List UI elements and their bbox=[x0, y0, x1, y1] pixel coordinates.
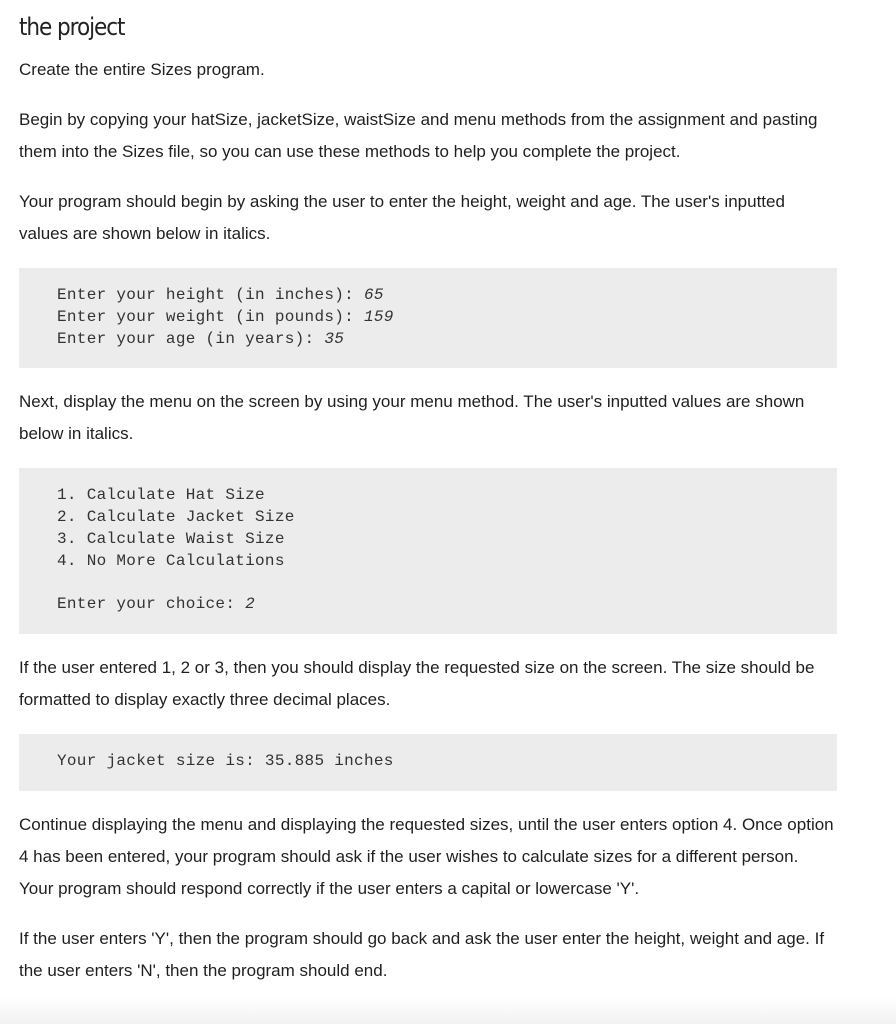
age-prompt: Enter your age (in years): bbox=[57, 329, 325, 348]
code-line-height bbox=[57, 285, 799, 307]
page-title: the project bbox=[19, 13, 125, 41]
code-line-choice bbox=[57, 594, 799, 616]
paragraph-display-size: If the user entered 1, 2 or 3, then you should display the requested size on the screen. The size should be formatted to display exactly three decimal places. bbox=[19, 658, 815, 710]
age-value: 35 bbox=[324, 329, 345, 348]
code-blank-line bbox=[57, 573, 799, 595]
result-line: Your jacket size is: 35.885 inches bbox=[57, 752, 394, 771]
choice-prompt: Enter your choice: bbox=[57, 595, 246, 614]
paragraph-ask-inputs: Your program should begin by asking the user to enter the height, weight and age. The user's inputted values are shown below in italics. bbox=[19, 192, 785, 243]
menu-item: 1. Calculate Hat Size bbox=[57, 486, 265, 505]
code-block-inputs bbox=[19, 268, 837, 368]
weight-value: 159 bbox=[363, 307, 394, 326]
code-block-menu bbox=[19, 468, 837, 634]
paragraph-repeat-or-end: If the user enters 'Y', then the program should go back and ask the user enter the height, weight and age. If the user enters 'N', then the program should end. bbox=[19, 928, 825, 980]
height-prompt: Enter your height (in inches): bbox=[57, 286, 364, 304]
menu-item: 3. Calculate Waist Size bbox=[57, 529, 285, 548]
menu-item: 4. No More Calculations bbox=[57, 551, 285, 570]
paragraph-continue-menu: Continue displaying the menu and displaying the requested sizes, until the user enters option 4. Once option 4 has been entered, your program should ask if the user wishes to calculate sizes for a different person. Your program should respond correctly if the user enters a capital or lowercase 'Y'. bbox=[19, 814, 834, 898]
height-value: 65 bbox=[363, 286, 384, 304]
paragraph-display-menu: Next, display the menu on the screen by using your menu method. The user's inputted values are shown below in italics. bbox=[19, 392, 805, 444]
weight-prompt: Enter your weight (in pounds): bbox=[57, 307, 364, 326]
bottom-fade bbox=[0, 996, 896, 1024]
choice-value: 2 bbox=[245, 595, 256, 614]
menu-item: 2. Calculate Jacket Size bbox=[57, 508, 295, 527]
code-line-age bbox=[57, 329, 799, 351]
paragraph-copy-methods: Begin by copying your hatSize, jacketSize, waistSize and menu methods from the assignment and pasting them into the Sizes file, so you can use these methods to help you complete the project. bbox=[19, 110, 818, 161]
paragraph-intro: Create the entire Sizes program. bbox=[19, 60, 265, 79]
code-line-weight bbox=[57, 307, 799, 329]
document-body bbox=[19, 0, 837, 987]
code-block-result bbox=[19, 734, 837, 791]
